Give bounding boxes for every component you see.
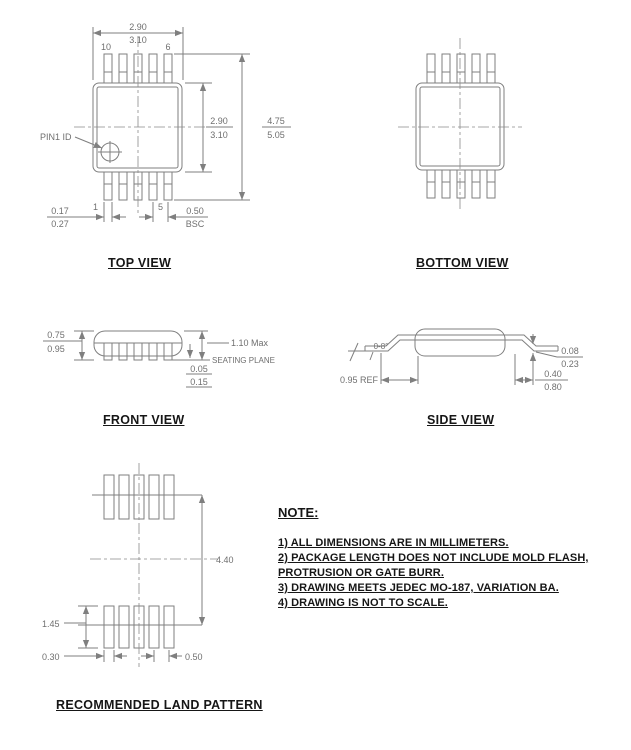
dim-body-thickness-upper: 0.75 bbox=[47, 330, 65, 340]
note-line-1: 1) ALL DIMENSIONS ARE IN MILLIMETERS. bbox=[278, 537, 509, 549]
dim-standoff-lower: 0.15 bbox=[190, 377, 208, 387]
bottom-view-title: BOTTOM VIEW bbox=[416, 256, 509, 270]
dim-foot-ref: 0.95 REF bbox=[339, 375, 378, 385]
bottom-view-centerlines bbox=[398, 38, 522, 212]
land-pattern-drawing bbox=[42, 463, 234, 667]
lead-lower-line bbox=[365, 340, 558, 351]
dim-overall-height-lower: 5.05 bbox=[267, 130, 285, 140]
side-view-drawing bbox=[340, 329, 583, 392]
dim-lead-thickness-lower: 0.23 bbox=[561, 359, 579, 369]
front-view-drawing bbox=[43, 330, 275, 387]
top-view-dimension-lines bbox=[47, 27, 291, 222]
land-pattern-dim-text bbox=[42, 555, 234, 662]
dim-pad-height: 1.45 bbox=[42, 619, 60, 629]
front-view-title: FRONT VIEW bbox=[103, 413, 185, 427]
dim-lead-angle: 0-8° bbox=[373, 342, 389, 351]
land-pattern-title: RECOMMENDED LAND PATTERN bbox=[56, 698, 263, 712]
pin-number-10: 10 bbox=[100, 42, 112, 52]
front-view-body bbox=[94, 331, 182, 360]
dim-lead-thickness-upper: 0.08 bbox=[561, 346, 579, 356]
dim-foot-length-lower: 0.80 bbox=[544, 382, 562, 392]
dim-pitch-lower: BSC bbox=[185, 219, 205, 229]
top-view-centerlines bbox=[74, 36, 205, 214]
note-line-4: 4) DRAWING IS NOT TO SCALE. bbox=[278, 597, 448, 609]
side-view-body bbox=[365, 329, 558, 356]
pin-number-5: 5 bbox=[157, 202, 163, 212]
dim-max-height: 1.10 Max bbox=[231, 338, 269, 348]
note-line-2-continued: PROTRUSION OR GATE BURR. bbox=[278, 567, 444, 579]
pin-number-1: 1 bbox=[92, 202, 98, 212]
dim-span: 4.40 bbox=[216, 555, 234, 565]
top-view-title: TOP VIEW bbox=[108, 256, 172, 270]
front-view-dim-text bbox=[47, 330, 275, 387]
dim-pitch-upper: 0.50 bbox=[186, 206, 204, 216]
dim-lead-width-lower: 0.27 bbox=[51, 219, 69, 229]
bottom-view-pins bbox=[427, 54, 495, 198]
seating-plane-label: SEATING PLANE bbox=[212, 356, 275, 365]
top-view-drawing bbox=[40, 22, 291, 229]
dim-pad-pitch: 0.50 bbox=[185, 652, 203, 662]
land-pattern-dimension-lines bbox=[64, 495, 202, 662]
dim-pad-width: 0.30 bbox=[42, 652, 60, 662]
notes-heading: NOTE: bbox=[278, 505, 319, 520]
dim-lead-width-upper: 0.17 bbox=[51, 206, 69, 216]
dim-overall-height-upper: 4.75 bbox=[267, 116, 285, 126]
dim-body-thickness-lower: 0.95 bbox=[47, 344, 65, 354]
dim-width-lower: 3.10 bbox=[129, 35, 147, 45]
note-line-3: 3) DRAWING MEETS JEDEC MO-187, VARIATION BA. bbox=[278, 582, 559, 594]
dim-body-height-upper: 2.90 bbox=[210, 116, 228, 126]
side-view-title: SIDE VIEW bbox=[427, 413, 495, 427]
side-view-dim-text bbox=[340, 342, 579, 392]
land-pattern-pads bbox=[104, 475, 174, 648]
top-view-body bbox=[93, 83, 182, 172]
dim-width-upper: 2.90 bbox=[129, 22, 147, 32]
top-view-dim-text bbox=[40, 22, 285, 229]
dim-standoff-upper: 0.05 bbox=[190, 364, 208, 374]
note-line-2: 2) PACKAGE LENGTH DOES NOT INCLUDE MOLD FLASH, bbox=[278, 552, 589, 564]
dim-foot-length-upper: 0.40 bbox=[544, 369, 562, 379]
pin1-id-label: PIN1 ID bbox=[40, 132, 72, 142]
dim-body-height-lower: 3.10 bbox=[210, 130, 228, 140]
bottom-view-drawing bbox=[398, 38, 522, 212]
land-pattern-centerlines bbox=[90, 463, 218, 667]
pin-number-6: 6 bbox=[165, 42, 171, 52]
